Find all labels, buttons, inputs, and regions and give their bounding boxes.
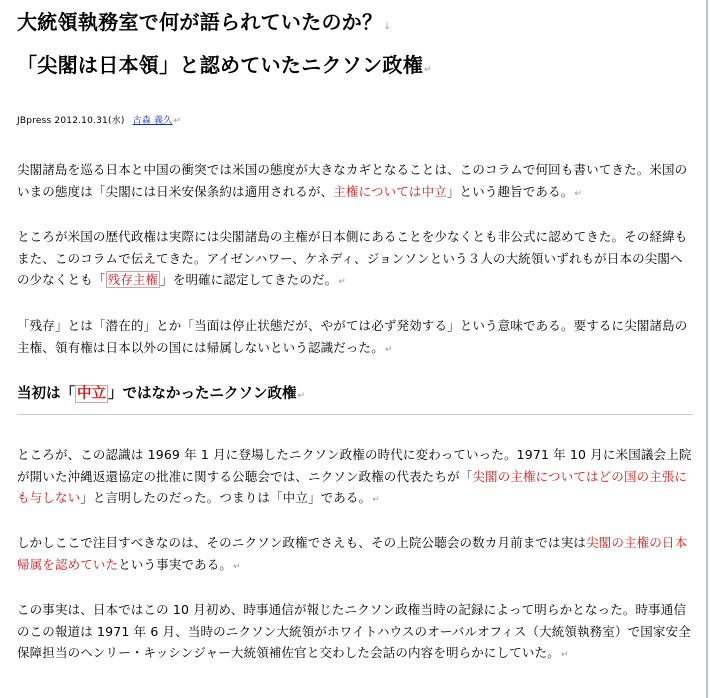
paragraph-5-highlight: 尖閣の主権の日本帰属を認めていた [17, 534, 688, 572]
paragraph-3-text: 「残存」とは「潜在的」とか「当面は停止状態だが、やがては必ず発効する」という意味である。要するに尖閣諸島の主権、領有権は日本以外の国には帰属しないという認識だった。 [17, 317, 688, 355]
section-heading-highlight: 中立 [77, 386, 106, 403]
byline [17, 114, 693, 128]
paragraph-mark-icon: ↵ [574, 188, 583, 199]
paragraph-1-text-b: 」という趣旨である。 [446, 183, 574, 199]
paragraph-mark-icon: ↵ [372, 495, 380, 506]
paragraph-5 [17, 532, 693, 578]
paragraph-mark-icon: ↵ [560, 650, 569, 661]
paragraph-4-text-a: ところが、この認識は 1969 年 1 月に登場したニクソン政権の時代に変わっていった。1971 年 10 月に米国議会上院が開いた沖縄返還協定の批准に関する公聴会では、ニクソン政権の代表たちが「 [17, 447, 692, 484]
paragraph-2-text-a: ところが米国の歴代政権は実際には尖閣諸島の主権が日本側にあることを少なくとも非公式に認めてきた。その経緯もまた、このコラムで伝えてきた。アイゼンハワー、ケネディ、ジョンソンという３人の大統領いずれもが日本の尖閣への少なくとも「 [17, 229, 688, 288]
title-line2-text: 「尖閣は日本領」と認めていたニクソン政権 [17, 53, 423, 77]
article [17, 6, 693, 667]
section-heading [17, 382, 693, 408]
paragraph-mark-icon: ↵ [424, 65, 432, 75]
section-heading-text-a: 当初は「 [17, 386, 75, 403]
paragraph-mark-icon: ↵ [384, 344, 393, 355]
paragraph-3 [17, 315, 693, 361]
paragraph-5-text-b: という事実である。 [118, 556, 233, 572]
paragraph-2 [17, 226, 693, 294]
article-title-line2 [17, 51, 693, 84]
paragraph-6-text: この事実は、日本ではこの 10 月初め、時事通信が報じたニクソン政権当時の記録によって明らかとなった。時事通信のこの報道は 1971 年 6 月、当時のニクソン大統領がホワイトハウスのオーバルオフィス（大統領執務室）で国家安全保障担当のヘンリー・キッシンジャー大統領補佐官と交わした会話の内容を明らかにしていた。 [17, 602, 691, 661]
paragraph-mark-icon: ↵ [233, 561, 241, 572]
paragraph-mark-icon: ↵ [173, 116, 182, 126]
section-heading-text-b: 」ではなかったニクソン政権 [108, 386, 297, 403]
paragraph-mark-icon: ↵ [297, 391, 306, 402]
paragraph-1 [17, 159, 693, 205]
paragraph-4-highlight: 尖閣の主権についてはどの国の主張にも与しない [17, 468, 688, 506]
line-break-mark-icon: ↓ [383, 22, 392, 32]
paragraph-6 [17, 599, 693, 667]
paragraph-1-highlight: 主権については中立 [333, 183, 447, 199]
paragraph-4 [17, 444, 693, 512]
byline-source-date: JBpress 2012.10.31(水) [17, 116, 125, 126]
paragraph-mark-icon: ↵ [338, 277, 346, 288]
paragraph-2-highlight: 残存主権 [107, 272, 159, 288]
paragraph-4-text-b: 」と言明したのだった。つまりは「中立」である。 [80, 490, 372, 506]
article-title-line1 [17, 8, 693, 41]
section-divider [17, 414, 693, 415]
paragraph-2-text-b: 」を明確に認定してきたのだ。 [160, 272, 338, 288]
author-link[interactable]: 古森 義久 [132, 116, 173, 126]
paragraph-5-text-a: しかしここで注目すべきなのは、そのニクソン政権でさえも、その上院公聴会の数カ月前までは実は [17, 534, 587, 550]
paragraph-1-text-a: 尖閣諸島を巡る日本と中国の衝突では米国の態度が大きなカギとなることは、このコラムで何回も書いてきた。米国のいまの態度は「尖閣には日米安保条約は適用されるが、 [17, 162, 688, 199]
title-line1-text: 大統領執務室で何が語られていたのか？ [17, 10, 383, 34]
